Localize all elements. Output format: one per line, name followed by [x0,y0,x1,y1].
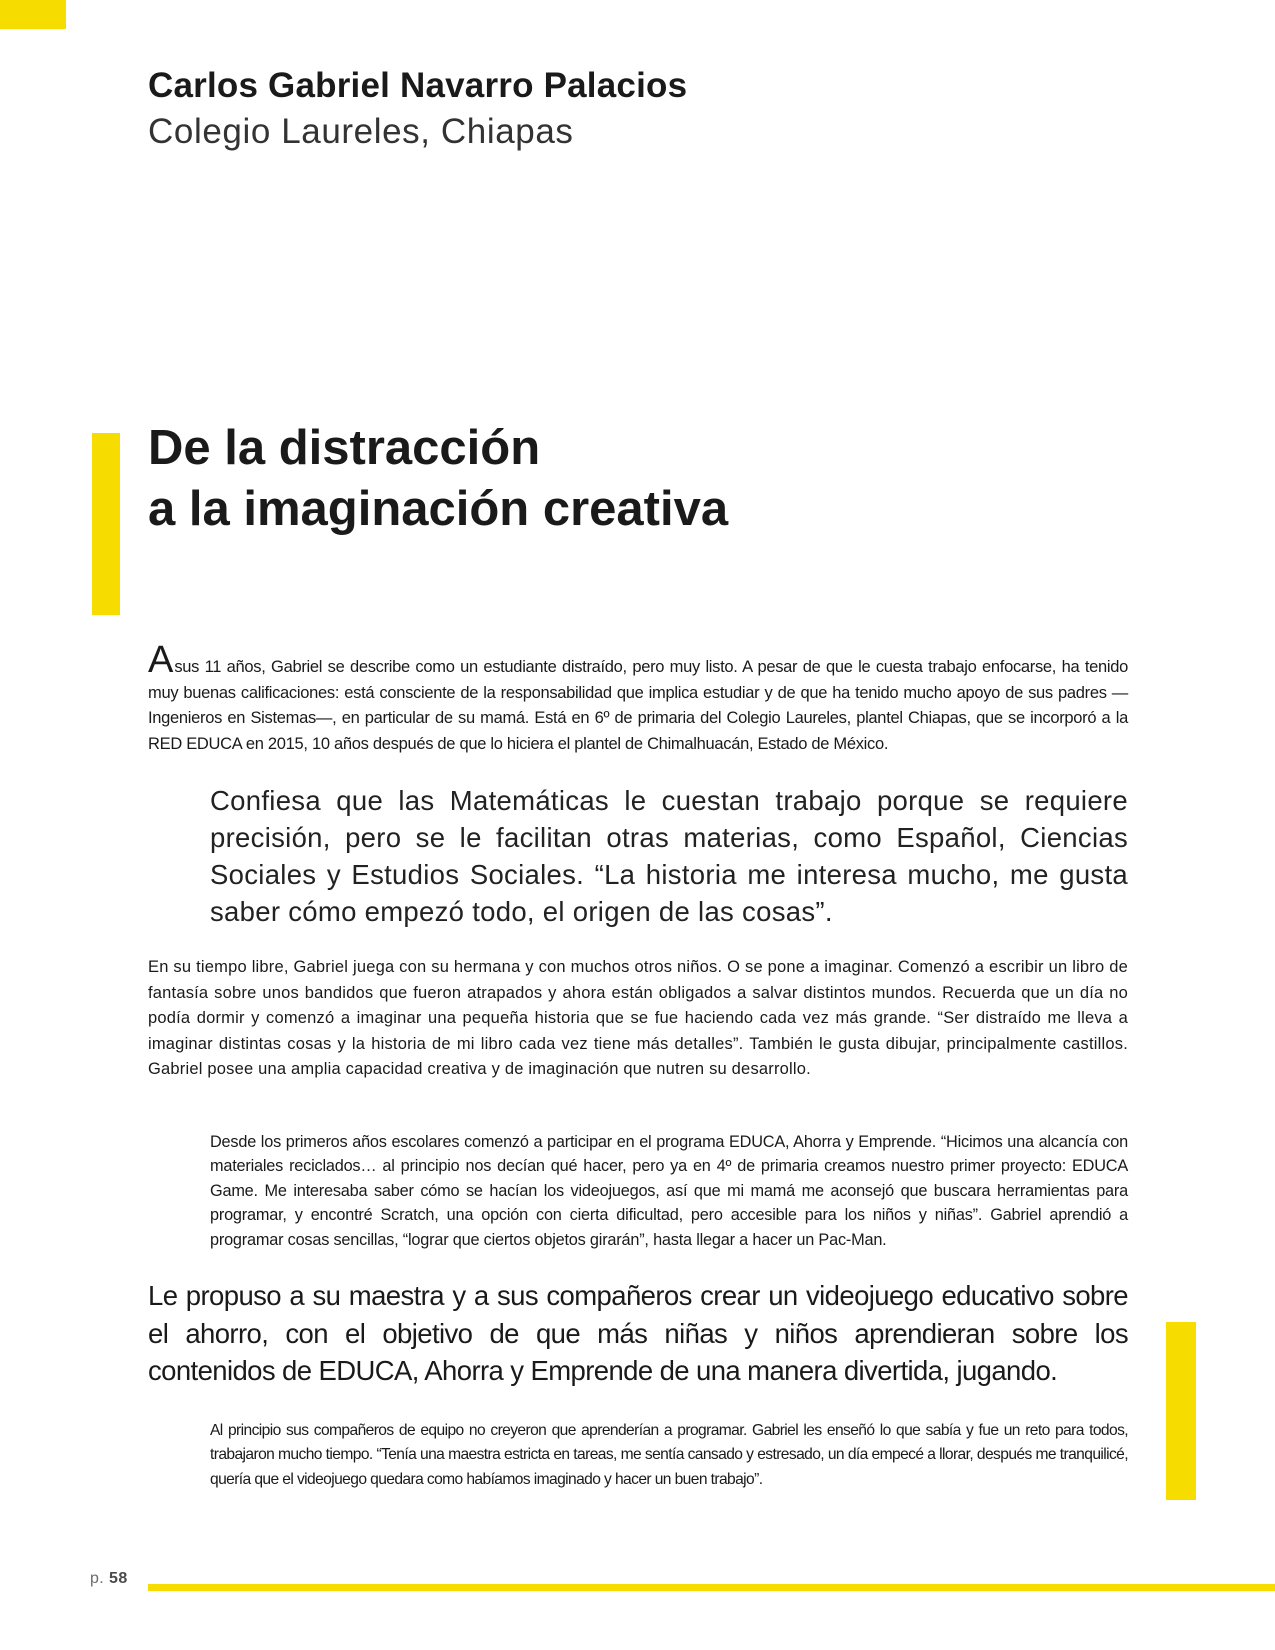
title-accent-bar [92,433,120,615]
footer-rule [148,1584,1275,1591]
page-prefix: p. [90,1570,105,1587]
pull-quote: Le propuso a su maestra y a sus compañeros crear un videojuego educativo sobre el ahorro, con el objetivo de que más niñas y niños aprendieran sobre los contenidos de EDUCA, Ahorra y Emprende de una manera divertida, jugando. [148,1280,1128,1386]
article-title [148,418,1048,540]
page-number-value: 58 [109,1570,128,1587]
title-line-2: a la imaginación creativa [148,482,729,536]
drop-cap: A [148,639,174,681]
closing-paragraph: Al principio sus compañeros de equipo no creyeron que aprenderían a programar. Gabriel les enseñó lo que sabía y fue un reto para todos, trabajaron mucho tiempo. “Tenía una maestra estricta en tareas, me sentía cansado y estresado, un día empecé a llorar, después me tranquilicé, quería que el videojuego quedara como habíamos imaginado y hacer un buen trabajo”. [210,1422,1128,1488]
pull-quote-accent-bar [1166,1322,1196,1500]
highlight-quote-paragraph: Confiesa que las Matemáticas le cuestan trabajo porque se requiere precisión, pero se le facilitan otras materias, como Español, Ciencias Sociales y Estudios Sociales. “La historia me interesa mucho, me gusta saber cómo empezó todo, el origen de las cosas”. [210,785,1128,927]
program-paragraph: Desde los primeros años escolares comenzó a participar en el programa EDUCA, Ahorra y Emprende. “Hicimos una alcancía con materiales reciclados… al principio nos decían qué hacer, pero ya en 4º de primaria creamos nuestro primer proyecto: EDUCA Game. Me interesaba saber cómo se hacían los videojuegos, así que mi mamá me aconsejó que buscara herramientas para programar, y encontré Scratch, una opción con cierta dificultad, pero accesible para los niños y niñas”. Gabriel aprendió a programar cosas sencillas, “lograr que ciertos objetos girarán”, hasta llegar a hacer un Pac-Man. [210,1133,1128,1249]
page-number [90,1570,128,1588]
school-name: Colegio Laureles, Chiapas [148,112,574,151]
title-line-1: De la distracción [148,421,541,475]
corner-tab-accent [0,0,66,29]
author-name: Carlos Gabriel Navarro Palacios [148,66,688,105]
intro-text: sus 11 años, Gabriel se describe como un estudiante distraído, pero muy listo. A pesar de que le cuesta trabajo enfocarse, ha tenido muy buenas calificaciones: está consciente de la responsabilidad que implica estudiar y de que ha tenido mucho apoyo de sus padres —Ingenieros en Sistemas—, en particular de su mamá. Está en 6º de primaria del Colegio Laureles, plantel Chiapas, que se incorporó a la RED EDUCA en 2015, 10 años después de que lo hiciera el plantel de Chimalhuacán, Estado de México. [148,658,1128,753]
free-time-paragraph: En su tiempo libre, Gabriel juega con su hermana y con muchos otros niños. O se pone a imaginar. Comenzó a escribir un libro de fantasía sobre unos bandidos que fueron atrapados y ahora están obligados a salvar distintos mundos. Recuerda que un día no podía dormir y comenzó a imaginar una pequeña historia que se fue haciendo cada vez más grande. “Ser distraído me lleva a imaginar distintas cosas y la historia de mi libro cada vez tiene más detalles”. También le gusta dibujar, principalmente castillos. Gabriel posee una amplia capacidad creativa y de imaginación que nutren su desarrollo. [148,958,1128,1079]
intro-paragraph [148,639,1128,757]
